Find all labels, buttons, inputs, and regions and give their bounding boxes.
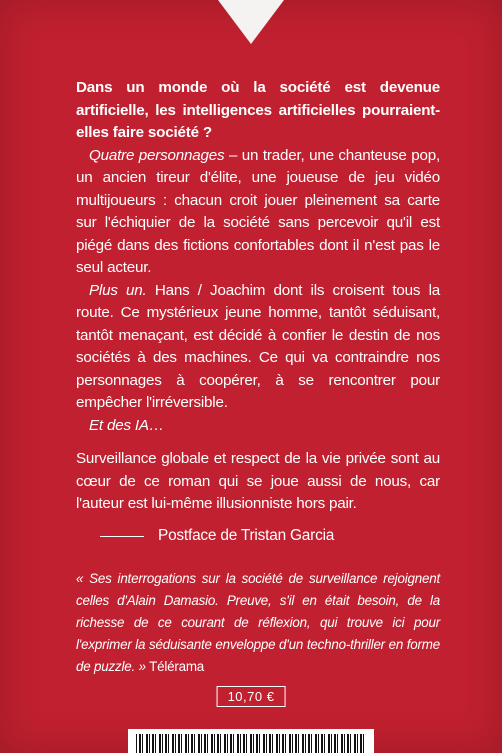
postface-line (76, 526, 440, 548)
postface-dash (100, 536, 144, 537)
blurb-text (76, 77, 440, 678)
review-quote (76, 568, 440, 678)
spacer (76, 437, 440, 448)
paragraph-characters-emphasis: Quatre personnages (89, 146, 225, 164)
postface-credit: Postface de Tristan Garcia (158, 527, 335, 545)
paragraph-ai (76, 415, 440, 438)
paragraph-plus-one-body: Hans / Joachim dont ils croisent tous la route. Ce mystérieux jeune homme, tantôt séduisant, tantôt menaçant, est décidé à confier le destin de nos sociétés à des machines. Ce qui va contraindre nos personnages à coopérer, à se rencontrer pour empêcher l'irréversible. (76, 281, 440, 411)
review-quote-text: « Ses interrogations sur la société de surveillance rejoignent celles d'Alain Damasio. Preuve, s'il en était besoin, de la richesse de ce courant de réflexion, qui trouve ici pour l'exprimer la séduisante enveloppe d'un techno-thriller en forme de puzzle. » (76, 570, 440, 674)
paragraph-plus-one-emphasis: Plus un. (89, 281, 147, 299)
price-tag: 10,70 € (217, 686, 286, 707)
paragraph-ai-emphasis: Et des IA… (89, 416, 164, 434)
paragraph-characters-body: – un trader, une chanteuse pop, un ancien tireur d'élite, une joueuse de jeu vidéo multijoueurs : chacun croit jouer pleinement sa carte sur l'échiquier de la société sans percevoir qu'il est piégé dans des fictions confortables dont il n'est pas le seul acteur. (76, 146, 440, 276)
paragraph-surveillance: Surveillance globale et respect de la vie privée sont au cœur de ce roman qui se joue aussi de nous, car l'auteur est lui-même illusionniste hors pair. (76, 450, 440, 512)
spacer (76, 548, 440, 568)
paragraph-plus-one (76, 280, 440, 415)
barcode-bars (136, 734, 366, 753)
paragraph-characters (76, 145, 440, 280)
lead-question: Dans un monde où la société est devenue artificielle, les intelligences artificielles pourraient-elles faire société ? (76, 79, 440, 141)
cover-notch (218, 0, 284, 44)
barcode (128, 729, 374, 753)
review-source: Télérama (145, 658, 205, 674)
